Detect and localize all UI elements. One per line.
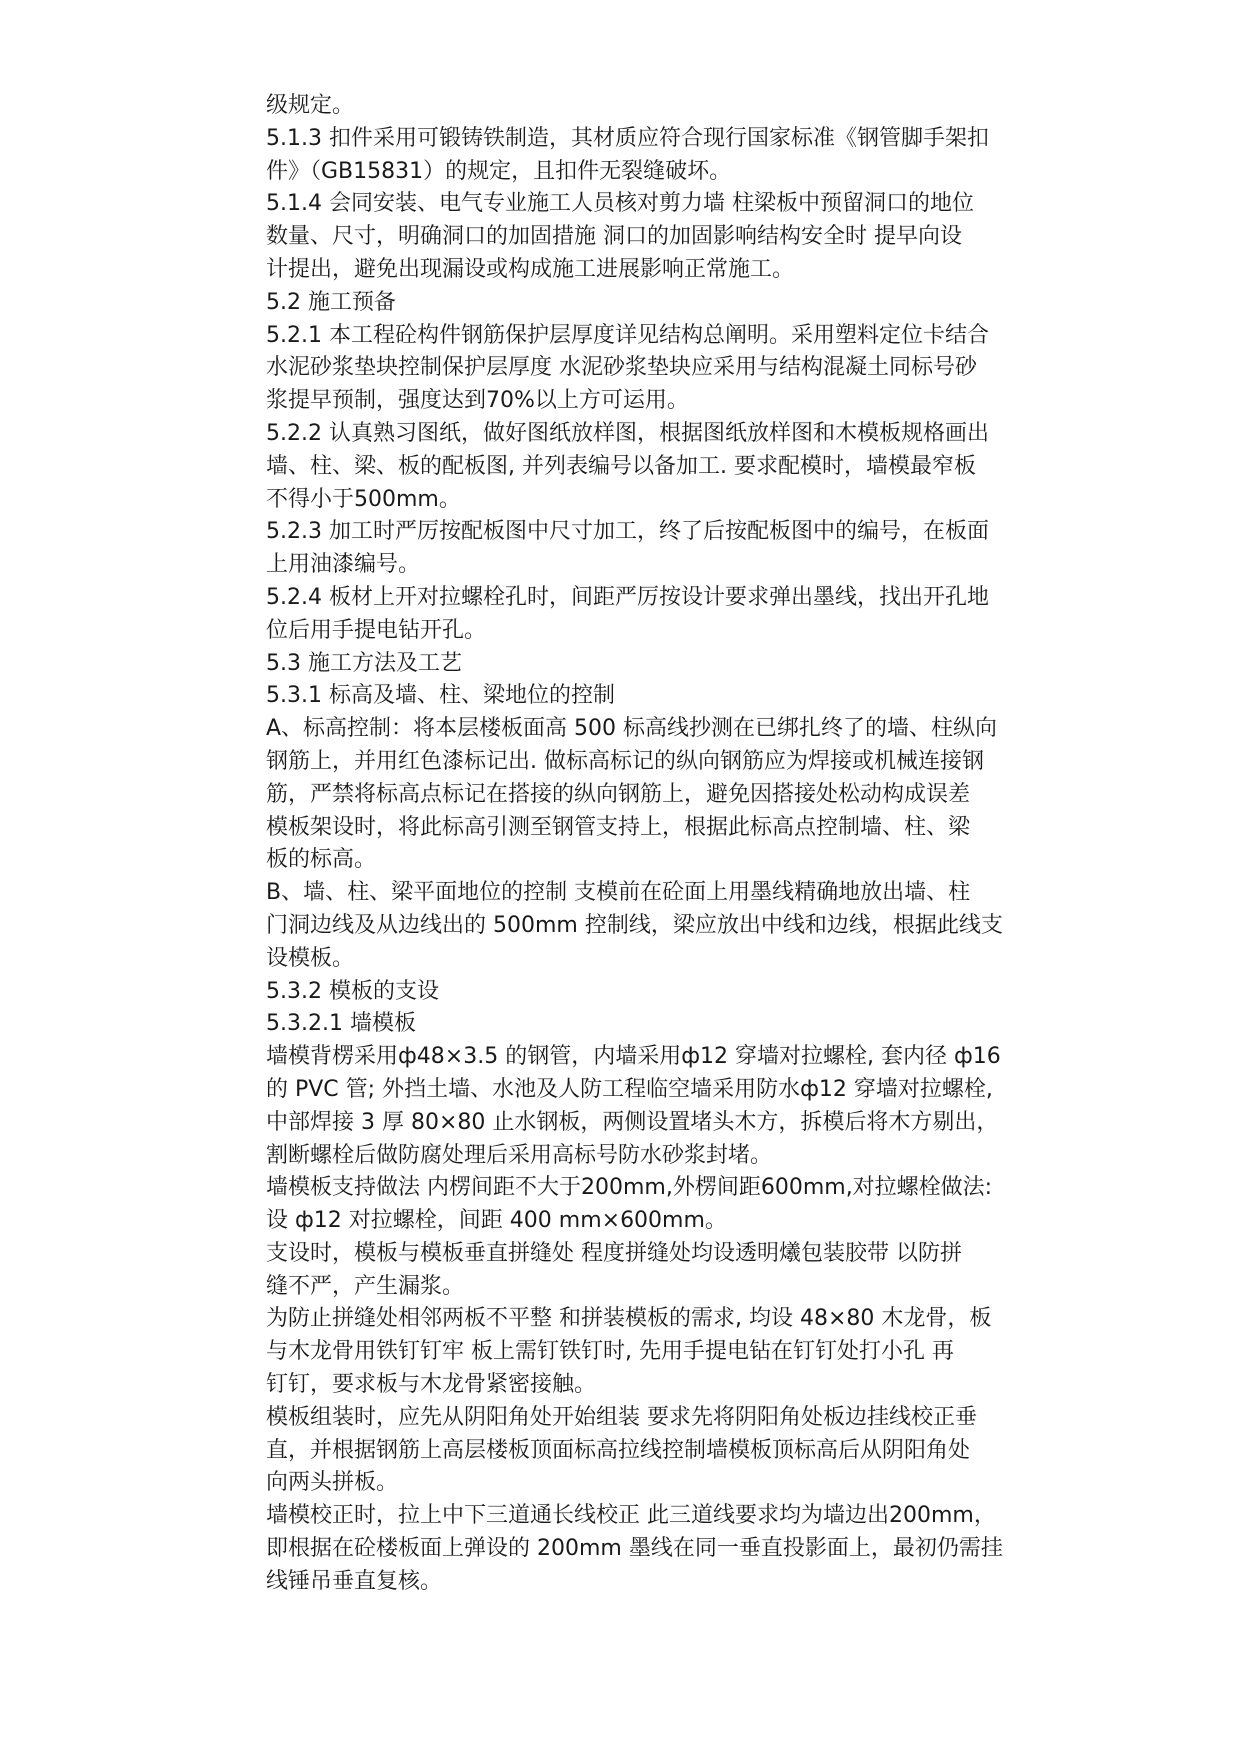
text-line: 墙模板支持做法 内楞间距不大于200mm,外楞间距600mm,对拉螺栓做法:	[266, 1175, 993, 1201]
text-line: 5.1.3 扣件采用可锻铸铁制造，其材质应符合现行国家标准《钢管脚手架扣	[266, 125, 989, 151]
text-line: 即根据在砼楼板面上弹设的 200mm 墨线在同一垂直投影面上，最初仍需挂	[266, 1536, 1003, 1562]
text-line: 数量、尺寸，明确洞口的加固措施 洞口的加固影响结构安全时 提早向设	[266, 224, 962, 250]
text-line: 墙、柱、梁、板的配板图, 并列表编号以备加工. 要求配模时，墙模最窄板	[266, 453, 976, 479]
paragraph	[266, 1303, 1066, 1401]
paragraph	[266, 680, 1066, 713]
text-line: 筋，严禁将标高点标记在搭接的纵向钢筋上，避免因搭接处松动构成误差	[266, 781, 971, 807]
text-line: 设 ф12 对拉螺栓，间距 400 mm×600mm。	[266, 1208, 727, 1234]
text-line: 缝不严，产生漏浆。	[266, 1273, 465, 1299]
text-line: 上用油漆编号。	[266, 552, 421, 578]
text-line: 5.2.2 认真熟习图纸，做好图纸放样图，根据图纸放样图和木模板规格画出	[266, 420, 989, 446]
paragraph	[266, 582, 1066, 648]
text-line: 5.3.2 模板的支设	[266, 978, 439, 1004]
text-line: 支设时，模板与模板垂直拼缝处 程度拼缝处均设透明爔包装胶带 以防拼	[266, 1240, 962, 1266]
paragraph	[266, 516, 1066, 582]
text-line: 的 PVC 管; 外挡土墙、水池及人防工程临空墙采用防水ф12 穿墙对拉螺栓,	[266, 1076, 993, 1102]
paragraph	[266, 877, 1066, 975]
text-line: 5.3.2.1 墙模板	[266, 1011, 416, 1037]
text-line: 钢筋上，并用红色漆标记出. 做标高标记的纵向钢筋应为焊接或机械连接钢	[266, 748, 984, 774]
text-line: 板的标高。	[266, 847, 377, 873]
paragraph	[266, 418, 1066, 516]
paragraph	[266, 287, 1066, 320]
paragraph	[266, 1172, 1066, 1238]
text-line: 线锤吊垂直复核。	[266, 1568, 443, 1594]
paragraph	[266, 976, 1066, 1009]
text-line: 与木龙骨用铁钉钉牢 板上需钉铁钉时, 先用手提电钻在钉钉处打小孔 再	[266, 1339, 954, 1365]
paragraph	[266, 1008, 1066, 1041]
text-line: 向两头拼板。	[266, 1470, 399, 1496]
text-line: 中部焊接 3 厚 80×80 止水钢板，两侧设置堵头木方，拆模后将木方剔出，	[266, 1109, 999, 1135]
text-line: 级规定。	[266, 93, 355, 118]
text-line: 模板架设时，将此标高引测至钢管支持上，根据此标高点控制墙、柱、梁	[266, 814, 971, 840]
paragraph	[266, 648, 1066, 681]
text-line: 5.2.3 加工时严厉按配板图中尺寸加工，终了后按配板图中的编号，在板面	[266, 519, 989, 545]
paragraph	[266, 188, 1066, 286]
text-line: 墙模校正时，拉上中下三道通长线校正 此三道线要求均为墙边出200mm，	[266, 1503, 996, 1529]
text-line: 模板组装时，应先从阴阳角处开始组装 要求先将阴阳角处板边挂线校正垂	[266, 1404, 977, 1430]
text-line: 不得小于500mm。	[266, 486, 461, 512]
text-line: 浆提早预制，强度达到70%以上方可运用。	[266, 388, 689, 414]
text-line: 水泥砂浆垫块控制保护层厚度 水泥砂浆垫块应采用与结构混凝土同标号砂	[266, 355, 977, 381]
paragraph	[266, 1500, 1066, 1598]
paragraph	[266, 320, 1066, 418]
text-line: 5.2.4 板材上开对拉螺栓孔时，间距严厉按设计要求弹出墨线，找出开孔地	[266, 584, 989, 610]
text-line: 门洞边线及从边线出的 500mm 控制线，梁应放出中线和边线，根据此线支	[266, 912, 1003, 938]
paragraph	[266, 713, 1066, 877]
paragraph	[266, 1238, 1066, 1304]
text-line: 5.2 施工预备	[266, 289, 396, 315]
text-line: 5.1.4 会同安装、电气专业施工人员核对剪力墙 柱梁板中预留洞口的地位	[266, 191, 974, 217]
text-line: 设模板。	[266, 945, 355, 971]
text-line: 墙模背楞采用ф48×3.5 的钢管，内墙采用ф12 穿墙对拉螺栓, 套内径 ф16	[266, 1044, 1001, 1070]
text-line: 计提出，避免出现漏设或构成施工进展影响正常施工。	[266, 256, 795, 282]
paragraph	[266, 123, 1066, 189]
text-line: A、标高控制：将本层楼板面高 500 标高线抄测在已绑扎终了的墙、柱纵向	[266, 716, 998, 742]
text-line: 钉钉，要求板与木龙骨紧密接触。	[266, 1372, 597, 1398]
document-page	[266, 90, 1066, 1599]
text-line: B、墙、柱、梁平面地位的控制 支模前在砼面上用墨线精确地放出墙、柱	[266, 880, 971, 906]
text-line: 直，并根据钢筋上高层楼板顶面标高拉线控制墙模板顶标高后从阴阳角处	[266, 1437, 971, 1463]
paragraph	[266, 1041, 1066, 1172]
text-line: 5.3 施工方法及工艺	[266, 650, 462, 676]
paragraph	[266, 1402, 1066, 1500]
document-body	[266, 90, 1066, 1599]
text-line: 5.3.1 标高及墙、柱、梁地位的控制	[266, 683, 615, 709]
text-line: 位后用手提电钻开孔。	[266, 617, 487, 643]
text-line: 为防止拼缝处相邻两板不平整 和拼装模板的需求, 均设 48×80 木龙骨，板	[266, 1306, 992, 1332]
text-line: 5.2.1 本工程砼构件钢筋保护层厚度详见结构总阐明。采用塑料定位卡结合	[266, 322, 989, 348]
text-line: 件》（GB15831）的规定，且扣件无裂缝破坏。	[266, 158, 732, 184]
paragraph	[266, 90, 1066, 123]
text-line: 割断螺栓后做防腐处理后采用高标号防水砂浆封堵。	[266, 1142, 773, 1168]
